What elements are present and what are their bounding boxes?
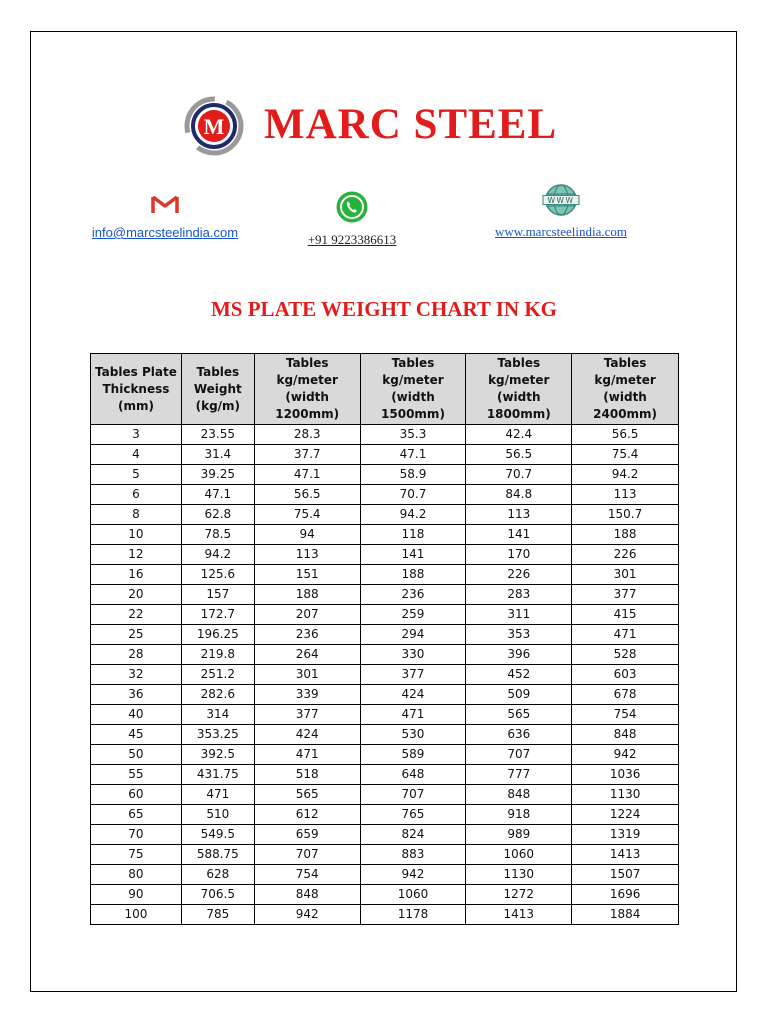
table-cell: 785 bbox=[181, 905, 254, 925]
table-cell: 251.2 bbox=[181, 665, 254, 685]
table-cell: 301 bbox=[254, 665, 360, 685]
table-cell: 471 bbox=[572, 625, 679, 645]
table-cell: 510 bbox=[181, 805, 254, 825]
table-cell: 56.5 bbox=[572, 425, 679, 445]
table-cell: 754 bbox=[572, 705, 679, 725]
table-row bbox=[91, 865, 679, 885]
table-cell: 94 bbox=[254, 525, 360, 545]
table-cell: 47.1 bbox=[181, 485, 254, 505]
table-cell: 16 bbox=[91, 565, 182, 585]
brand-name: MARC STEEL bbox=[264, 101, 558, 148]
table-cell: 282.6 bbox=[181, 685, 254, 705]
marc-steel-logo bbox=[184, 92, 246, 160]
table-row bbox=[91, 825, 679, 845]
email-link[interactable]: info@marcsteelindia.com bbox=[91, 225, 239, 240]
table-cell: 20 bbox=[91, 585, 182, 605]
table-cell: 848 bbox=[572, 725, 679, 745]
table-cell: 392.5 bbox=[181, 745, 254, 765]
table-cell: 23.55 bbox=[181, 425, 254, 445]
table-row bbox=[91, 645, 679, 665]
table-cell: 37.7 bbox=[254, 445, 360, 465]
table-cell: 628 bbox=[181, 865, 254, 885]
svg-text:WWW: WWW bbox=[547, 196, 575, 205]
table-row bbox=[91, 905, 679, 925]
table-row bbox=[91, 665, 679, 685]
table-cell: 589 bbox=[360, 745, 466, 765]
table-cell: 1060 bbox=[360, 885, 466, 905]
table-cell: 8 bbox=[91, 505, 182, 525]
table-cell: 70.7 bbox=[466, 465, 572, 485]
table-row bbox=[91, 725, 679, 745]
table-row bbox=[91, 705, 679, 725]
table-cell: 549.5 bbox=[181, 825, 254, 845]
table-cell: 55 bbox=[91, 765, 182, 785]
table-cell: 70.7 bbox=[360, 485, 466, 505]
table-cell: 294 bbox=[360, 625, 466, 645]
table-cell: 32 bbox=[91, 665, 182, 685]
table-cell: 1319 bbox=[572, 825, 679, 845]
table-cell: 330 bbox=[360, 645, 466, 665]
table-cell: 1507 bbox=[572, 865, 679, 885]
table-cell: 636 bbox=[466, 725, 572, 745]
table-row bbox=[91, 785, 679, 805]
table-cell: 62.8 bbox=[181, 505, 254, 525]
table-cell: 56.5 bbox=[254, 485, 360, 505]
table-cell: 90 bbox=[91, 885, 182, 905]
table-cell: 100 bbox=[91, 905, 182, 925]
table-cell: 377 bbox=[254, 705, 360, 725]
table-cell: 707 bbox=[254, 845, 360, 865]
table-cell: 848 bbox=[254, 885, 360, 905]
table-cell: 150.7 bbox=[572, 505, 679, 525]
table-cell: 3 bbox=[91, 425, 182, 445]
table-cell: 1036 bbox=[572, 765, 679, 785]
table-row bbox=[91, 845, 679, 865]
table-cell: 170 bbox=[466, 545, 572, 565]
table-cell: 528 bbox=[572, 645, 679, 665]
table-cell: 1413 bbox=[466, 905, 572, 925]
table-cell: 509 bbox=[466, 685, 572, 705]
table-cell: 1178 bbox=[360, 905, 466, 925]
table-row bbox=[91, 545, 679, 565]
table-cell: 113 bbox=[466, 505, 572, 525]
column-header: Tables kg/meter (width 1200mm) bbox=[254, 354, 360, 425]
table-row bbox=[91, 485, 679, 505]
table-cell: 754 bbox=[254, 865, 360, 885]
table-cell: 471 bbox=[360, 705, 466, 725]
website-contact bbox=[476, 183, 646, 240]
website-link[interactable]: www.marcsteelindia.com bbox=[495, 224, 627, 239]
table-cell: 78.5 bbox=[181, 525, 254, 545]
table-cell: 236 bbox=[360, 585, 466, 605]
weight-chart-table bbox=[90, 353, 679, 925]
gmail-icon bbox=[150, 193, 180, 215]
table-cell: 942 bbox=[360, 865, 466, 885]
table-cell: 1413 bbox=[572, 845, 679, 865]
table-cell: 56.5 bbox=[466, 445, 572, 465]
table-cell: 530 bbox=[360, 725, 466, 745]
column-header: Tables Plate Thickness (mm) bbox=[91, 354, 182, 425]
table-cell: 301 bbox=[572, 565, 679, 585]
table-cell: 377 bbox=[360, 665, 466, 685]
table-row bbox=[91, 885, 679, 905]
table-cell: 283 bbox=[466, 585, 572, 605]
table-cell: 31.4 bbox=[181, 445, 254, 465]
logo-letter: M bbox=[203, 114, 225, 139]
table-row bbox=[91, 585, 679, 605]
table-cell: 113 bbox=[572, 485, 679, 505]
table-cell: 75.4 bbox=[254, 505, 360, 525]
column-header: Tables Weight (kg/m) bbox=[181, 354, 254, 425]
email-contact bbox=[80, 193, 250, 240]
table-cell: 565 bbox=[466, 705, 572, 725]
table-cell: 10 bbox=[91, 525, 182, 545]
table-cell: 25 bbox=[91, 625, 182, 645]
table-cell: 188 bbox=[572, 525, 679, 545]
globe-www-icon bbox=[542, 183, 580, 217]
whatsapp-icon bbox=[335, 190, 369, 224]
table-cell: 989 bbox=[466, 825, 572, 845]
table-cell: 226 bbox=[572, 545, 679, 565]
table-cell: 777 bbox=[466, 765, 572, 785]
table-cell: 424 bbox=[254, 725, 360, 745]
table-cell: 22 bbox=[91, 605, 182, 625]
table-cell: 396 bbox=[466, 645, 572, 665]
table-cell: 28 bbox=[91, 645, 182, 665]
chart-title: MS PLATE WEIGHT CHART IN KG bbox=[210, 297, 558, 321]
table-cell: 125.6 bbox=[181, 565, 254, 585]
table-cell: 226 bbox=[466, 565, 572, 585]
column-header: Tables kg/meter (width 2400mm) bbox=[572, 354, 679, 425]
table-cell: 353.25 bbox=[181, 725, 254, 745]
table-cell: 196.25 bbox=[181, 625, 254, 645]
table-row bbox=[91, 425, 679, 445]
table-cell: 377 bbox=[572, 585, 679, 605]
table-cell: 1130 bbox=[466, 865, 572, 885]
table-cell: 157 bbox=[181, 585, 254, 605]
table-cell: 565 bbox=[254, 785, 360, 805]
table-cell: 94.2 bbox=[360, 505, 466, 525]
table-cell: 707 bbox=[360, 785, 466, 805]
table-cell: 118 bbox=[360, 525, 466, 545]
table-cell: 236 bbox=[254, 625, 360, 645]
table-row bbox=[91, 625, 679, 645]
column-header: Tables kg/meter (width 1500mm) bbox=[360, 354, 466, 425]
table-cell: 612 bbox=[254, 805, 360, 825]
table-cell: 1884 bbox=[572, 905, 679, 925]
table-cell: 311 bbox=[466, 605, 572, 625]
table-cell: 6 bbox=[91, 485, 182, 505]
table-cell: 339 bbox=[254, 685, 360, 705]
phone-contact bbox=[290, 190, 414, 248]
table-cell: 603 bbox=[572, 665, 679, 685]
table-cell: 678 bbox=[572, 685, 679, 705]
table-cell: 259 bbox=[360, 605, 466, 625]
table-cell: 75.4 bbox=[572, 445, 679, 465]
table-cell: 659 bbox=[254, 825, 360, 845]
table-cell: 60 bbox=[91, 785, 182, 805]
table-row bbox=[91, 765, 679, 785]
table-cell: 452 bbox=[466, 665, 572, 685]
table-cell: 47.1 bbox=[254, 465, 360, 485]
column-header: Tables kg/meter (width 1800mm) bbox=[466, 354, 572, 425]
table-cell: 219.8 bbox=[181, 645, 254, 665]
table-cell: 58.9 bbox=[360, 465, 466, 485]
table-cell: 264 bbox=[254, 645, 360, 665]
table-cell: 12 bbox=[91, 545, 182, 565]
table-cell: 848 bbox=[466, 785, 572, 805]
table-cell: 1060 bbox=[466, 845, 572, 865]
table-body bbox=[91, 425, 679, 925]
table-cell: 151 bbox=[254, 565, 360, 585]
table-cell: 94.2 bbox=[572, 465, 679, 485]
table-cell: 1224 bbox=[572, 805, 679, 825]
table-cell: 172.7 bbox=[181, 605, 254, 625]
table-cell: 207 bbox=[254, 605, 360, 625]
table-cell: 5 bbox=[91, 465, 182, 485]
table-cell: 1696 bbox=[572, 885, 679, 905]
table-cell: 314 bbox=[181, 705, 254, 725]
table-cell: 141 bbox=[360, 545, 466, 565]
table-cell: 588.75 bbox=[181, 845, 254, 865]
table-cell: 50 bbox=[91, 745, 182, 765]
table-row bbox=[91, 465, 679, 485]
table-cell: 188 bbox=[254, 585, 360, 605]
table-cell: 883 bbox=[360, 845, 466, 865]
table-cell: 75 bbox=[91, 845, 182, 865]
table-cell: 706.5 bbox=[181, 885, 254, 905]
table-row bbox=[91, 605, 679, 625]
table-cell: 353 bbox=[466, 625, 572, 645]
table-row bbox=[91, 505, 679, 525]
table-row bbox=[91, 445, 679, 465]
table-cell: 648 bbox=[360, 765, 466, 785]
table-row bbox=[91, 685, 679, 705]
table-cell: 40 bbox=[91, 705, 182, 725]
table-cell: 141 bbox=[466, 525, 572, 545]
table-cell: 707 bbox=[466, 745, 572, 765]
table-row bbox=[91, 805, 679, 825]
phone-link[interactable]: +91 9223386613 bbox=[307, 232, 397, 247]
table-cell: 4 bbox=[91, 445, 182, 465]
table-cell: 918 bbox=[466, 805, 572, 825]
table-cell: 47.1 bbox=[360, 445, 466, 465]
table-cell: 942 bbox=[572, 745, 679, 765]
table-cell: 518 bbox=[254, 765, 360, 785]
table-cell: 765 bbox=[360, 805, 466, 825]
table-row bbox=[91, 745, 679, 765]
table-cell: 80 bbox=[91, 865, 182, 885]
table-cell: 1130 bbox=[572, 785, 679, 805]
table-row bbox=[91, 525, 679, 545]
table-header-row bbox=[91, 354, 679, 425]
brand-header bbox=[184, 92, 604, 162]
table-cell: 431.75 bbox=[181, 765, 254, 785]
table-cell: 424 bbox=[360, 685, 466, 705]
table-cell: 84.8 bbox=[466, 485, 572, 505]
table-cell: 415 bbox=[572, 605, 679, 625]
table-cell: 65 bbox=[91, 805, 182, 825]
table-cell: 471 bbox=[181, 785, 254, 805]
table-cell: 28.3 bbox=[254, 425, 360, 445]
table-cell: 36 bbox=[91, 685, 182, 705]
table-row bbox=[91, 565, 679, 585]
table-cell: 1272 bbox=[466, 885, 572, 905]
table-cell: 39.25 bbox=[181, 465, 254, 485]
table-cell: 188 bbox=[360, 565, 466, 585]
table-cell: 824 bbox=[360, 825, 466, 845]
table-cell: 42.4 bbox=[466, 425, 572, 445]
table-cell: 70 bbox=[91, 825, 182, 845]
table-cell: 35.3 bbox=[360, 425, 466, 445]
table-cell: 113 bbox=[254, 545, 360, 565]
table-cell: 471 bbox=[254, 745, 360, 765]
table-cell: 94.2 bbox=[181, 545, 254, 565]
table-cell: 45 bbox=[91, 725, 182, 745]
table-cell: 942 bbox=[254, 905, 360, 925]
